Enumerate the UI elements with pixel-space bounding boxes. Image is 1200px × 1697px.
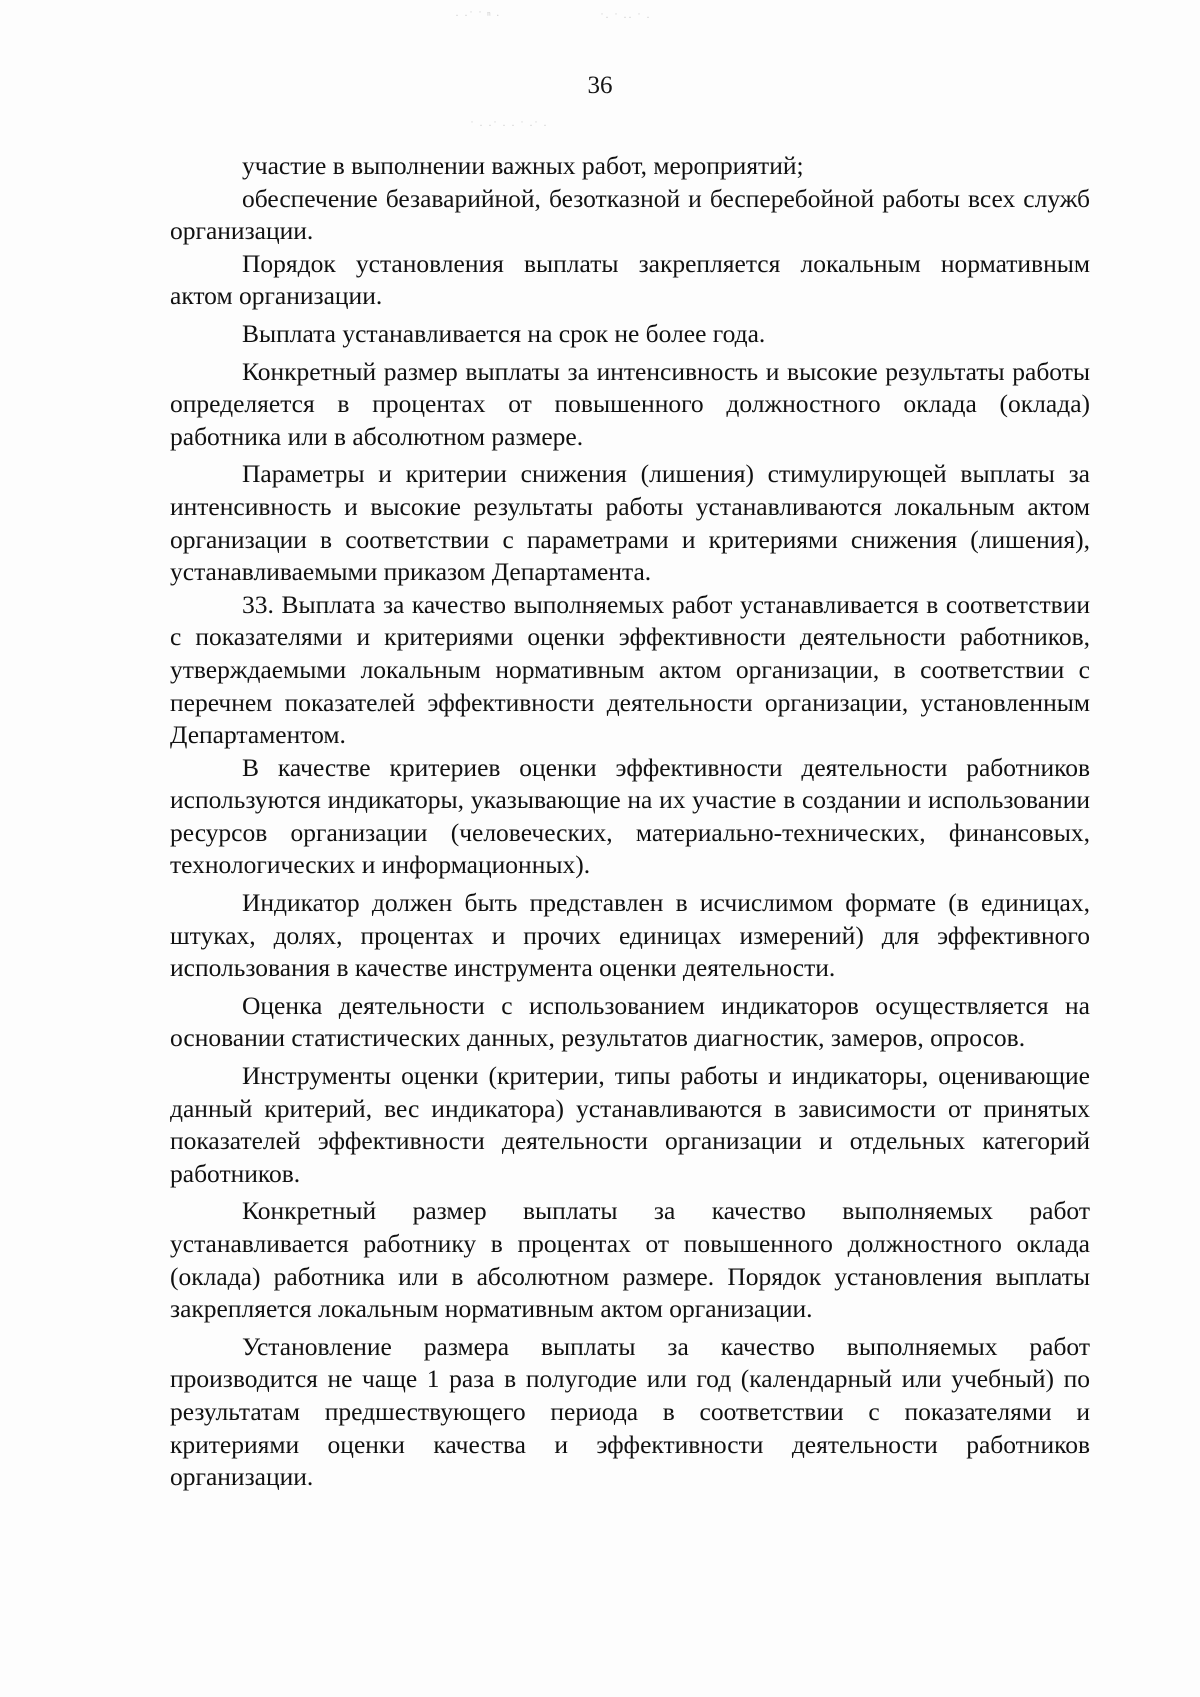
paragraph: Параметры и критерии снижения (лишения) стимулирующей выплаты за интенсивность и высокие результаты работы устанавливаются локальным актом организации в соответствии с параметрами и критериями снижения (лишения), устанавливаемыми приказом Департамента.: [170, 459, 1090, 587]
paragraph: Оценка деятельности с использованием индикаторов осуществляется на основании статистических данных, результатов диагностик, замеров, опросов.: [170, 990, 1090, 1053]
scan-noise: · ·˙ ˙ ⁿ ·: [455, 8, 501, 22]
paragraph: Выплата устанавливается на срок не более года.: [242, 318, 766, 348]
paragraph: Индикатор должен быть представлен в исчислимом формате (в единицах, штуках, долях, процентах и прочих единицах измерений) для эффективного использования в качестве инструмента оценки деятельности.: [170, 888, 1090, 983]
page-number: 36: [587, 72, 613, 99]
paragraph: Порядок установления выплаты закрепляется локальным нормативным актом организации.: [170, 248, 1090, 311]
scan-noise: ˙ · ·˙ · · ˙ ·˙ ·: [470, 118, 548, 132]
paragraph: Установление размера выплаты за качество выполняемых работ производится не чаще 1 раза в полугодие или год (календарный или учебный) по результатам предшествующего периода в соответствии с показателями и критериями оценки качества и эффективности деятельности работников организации.: [170, 1331, 1090, 1492]
paragraph: В качестве критериев оценки эффективности деятельности работников используются индикаторы, указывающие на их участие в создании и использовании ресурсов организации (человеческих, материально-технических, финансовых, технологических и информационных).: [170, 752, 1090, 880]
scan-noise: ˙· ˙ ·· ˙ ·: [600, 10, 651, 24]
document-body: [170, 150, 1090, 1494]
paragraph: участие в выполнении важных работ, мероприятий;: [242, 151, 804, 180]
paragraph: Инструменты оценки (критерии, типы работы и индикаторы, оценивающие данный критерий, вес индикатора) устанавливаются в зависимости от принятых показателей эффективности деятельности организации и отдельных категорий работников.: [170, 1061, 1090, 1188]
paragraph: Конкретный размер выплаты за интенсивность и высокие результаты работы определяется в процентах от повышенного должностного оклада (оклада) работника или в абсолютном размере.: [170, 356, 1090, 451]
paragraph: обеспечение безаварийной, безотказной и бесперебойной работы всех служб организации.: [170, 183, 1090, 246]
paragraph-33: 33. Выплата за качество выполняемых работ устанавливается в соответствии с показателями и критериями оценки эффективности деятельности работников, утверждаемыми локальным нормативным актом организации, в соответствии с перечнем показателей эффективности деятельности организации, установленным Департаментом.: [170, 589, 1090, 750]
paragraph: Конкретный размер выплаты за качество выполняемых работ устанавливается работнику в процентах от повышенного должностного оклада (оклада) работника или в абсолютном размере. Порядок установления выплаты закрепляется локальным нормативным актом организации.: [170, 1196, 1090, 1324]
